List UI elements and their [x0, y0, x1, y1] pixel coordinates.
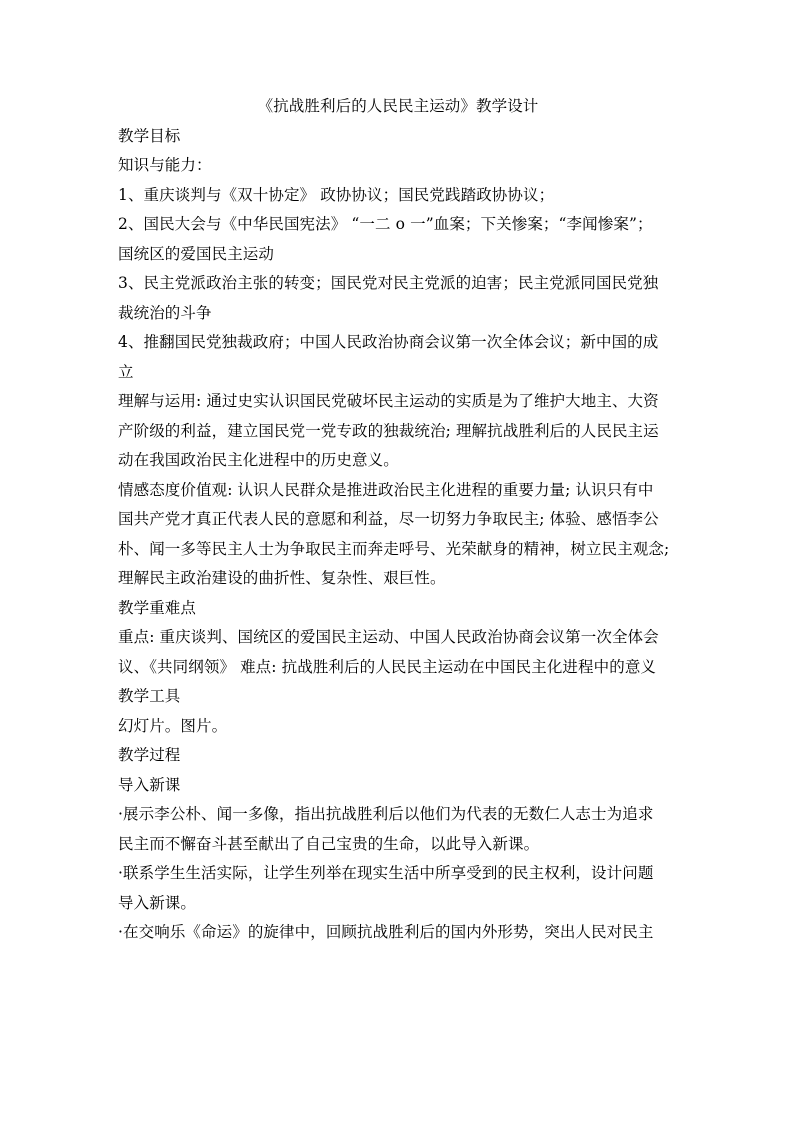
section-heading-key-points: 教学重难点	[118, 598, 197, 617]
text-line: 情感态度价值观: 认识人民群众是推进政治民主化进程的重要力量; 认识只有中	[118, 480, 654, 499]
text-line: 产阶级的利益，建立国民党一党专政的独裁统治; 理解抗战胜利后的人民民主运	[118, 421, 659, 440]
bullet-line: ·展示李公朴、闻一多像，指出抗战胜利后以他们为代表的无数仁人志士为追求	[118, 805, 654, 823]
bullet-line: ·在交响乐《命运》的旋律中，回顾抗战胜利后的国内外形势，突出人民对民主	[118, 923, 654, 941]
text-line: 国共产党才真正代表人民的意愿和利益，尽一切努力争取民主; 体验、感悟李公	[118, 510, 659, 528]
text-line: 4、推翻国民党独裁政府；中国人民政治协商会议第一次全体会议；新中国的成	[118, 333, 659, 351]
text-line: 理解与运用: 通过史实认识国民党破坏民主运动的实质是为了维护大地主、大资	[118, 392, 659, 410]
text-line: 动在我国政治民主化进程中的历史意义。	[118, 451, 399, 469]
document-title: 《抗战胜利后的人民民主运动》教学设计	[257, 97, 539, 115]
section-heading-tools: 教学工具	[118, 687, 181, 705]
text-line: 3、民主党派政治主张的转变；国民党对民主党派的迫害；民主党派同国民党独	[118, 274, 659, 292]
text-line: 立	[118, 362, 134, 381]
text-line: 国统区的爱国民主运动	[118, 244, 275, 263]
section-heading-process: 教学过程	[118, 746, 181, 764]
text-line: 1、重庆谈判与《双十协定》 政协协议；国民党践踏政协协议；	[118, 185, 555, 204]
text-line: 幻灯片。图片。	[118, 716, 228, 735]
text-line: 重点: 重庆谈判、国统区的爱国民主运动、中国人民政治协商会议第一次全体会	[118, 628, 659, 646]
text-line: 民主而不懈奋斗甚至献出了自己宝贵的生命，以此导入新课。	[118, 834, 540, 853]
text-line: 理解民主政治建设的曲折性、复杂性、艰巨性。	[118, 569, 446, 587]
text-line: 裁统治的斗争	[118, 303, 212, 322]
section-heading-objectives: 教学目标	[118, 126, 181, 145]
text-line: 2、国民大会与《中华民国宪法》 “一二 o 一”血案；下关惨案；“李闻惨案”；	[118, 215, 653, 233]
text-line: 导入新课。	[118, 893, 197, 912]
subheading-introduction: 导入新课	[118, 775, 181, 794]
text-line: 议、《共同纲领》 难点: 抗战胜利后的人民民主运动在中国民主化进程中的意义	[118, 657, 657, 676]
subheading-knowledge-ability: 知识与能力：	[118, 156, 212, 174]
text-line: 朴、闻一多等民主人士为争取民主而奔走呼号、光荣献身的精神，树立民主观念;	[118, 539, 670, 558]
document-body	[118, 92, 678, 948]
bullet-line: ·联系学生生活实际，让学生列举在现实生活中所享受到的民主权利，设计问题	[118, 864, 654, 882]
